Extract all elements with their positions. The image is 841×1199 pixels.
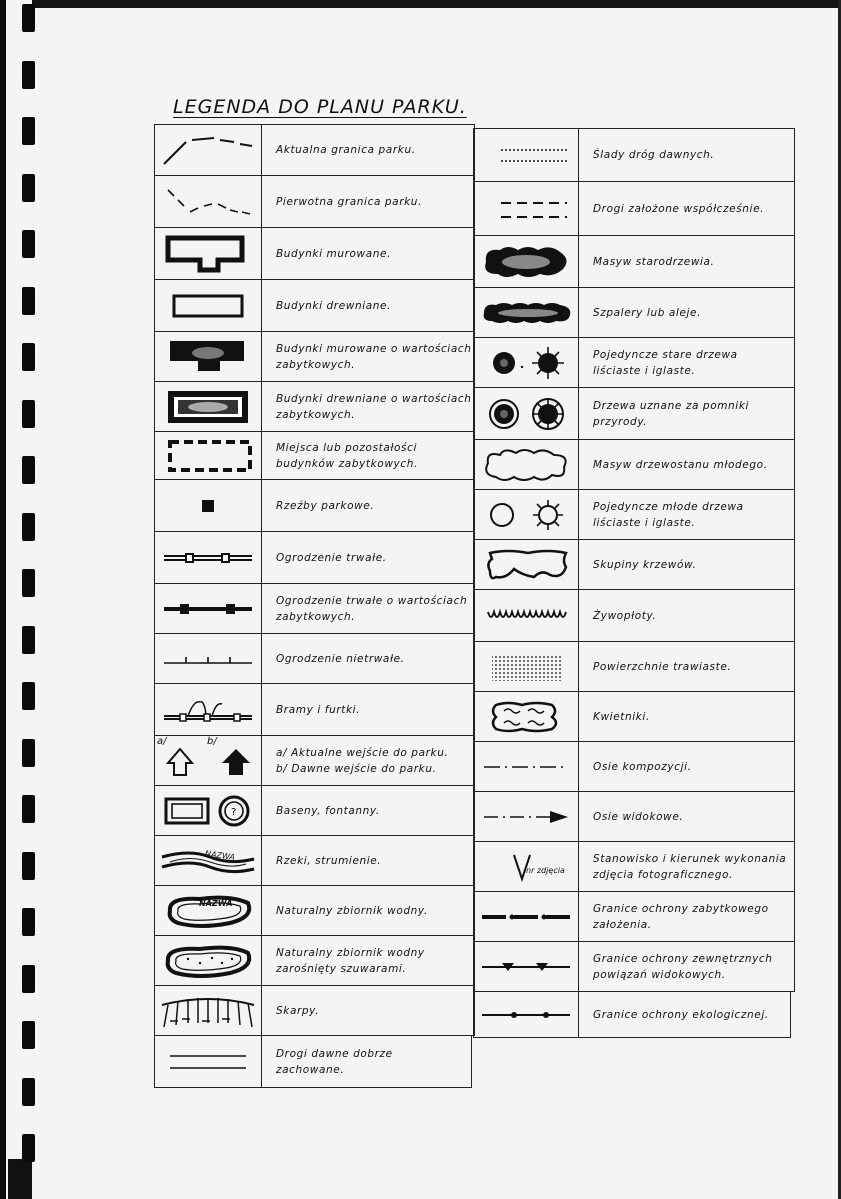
gate-icon [155, 684, 262, 735]
legend-row [154, 886, 475, 936]
view-protection-icon [474, 942, 579, 991]
legend-row [473, 338, 795, 388]
legend-row [473, 792, 795, 842]
entrance-a-label: a/ [157, 736, 167, 747]
hedge-icon [474, 590, 579, 641]
tree-rows-icon [474, 288, 579, 337]
legend-row [154, 1036, 472, 1088]
legend-row [154, 480, 475, 532]
modern-roads-icon [474, 182, 579, 235]
legend-row [473, 540, 795, 590]
legend-label: Drzewa uznane za pomniki przyrody. [593, 399, 750, 428]
binder-hole [22, 908, 35, 936]
legend-label: Ogrodzenie trwałe. [276, 551, 387, 564]
legend-row [154, 432, 475, 480]
scan-border-left [0, 0, 6, 1199]
legend-label: Masyw drzewostanu młodego. [593, 458, 768, 471]
pond-name-label: NAZWA [199, 899, 233, 908]
legend-label: Pojedyncze stare drzewa liściaste i iglaste. [593, 348, 738, 377]
ecological-protection-icon [474, 992, 579, 1037]
binder-hole [22, 795, 35, 823]
legend-row [473, 128, 795, 182]
legend-row [154, 986, 475, 1036]
legend-label: Naturalny zbiornik wodny zarośnięty szuwarami. [276, 946, 425, 975]
grass-icon [474, 642, 579, 691]
binder-hole [22, 682, 35, 710]
legend-label: Pojedyncze młode drzewa liściaste i iglaste. [593, 500, 744, 529]
binder-hole [22, 1078, 35, 1106]
binder-hole [22, 287, 35, 315]
legend-label: Bramy i furtki. [276, 703, 361, 716]
legend-row [154, 936, 475, 986]
legend-row [473, 288, 795, 338]
legend-row [154, 584, 475, 634]
brick-building-icon [155, 228, 262, 279]
binder-hole [22, 400, 35, 428]
binder-hole [22, 4, 35, 32]
legend-row [154, 124, 475, 176]
binder-hole [22, 1134, 35, 1162]
legend-row [473, 642, 795, 692]
legend-label: Rzeki, strumienie. [276, 854, 382, 867]
legend-label: Granice ochrony zabytkowego założenia. [593, 902, 769, 931]
historic-protection-icon [474, 892, 579, 941]
entrance-arrows-icon [155, 736, 262, 785]
legend-row [154, 280, 475, 332]
legend-label: Masyw starodrzewia. [593, 255, 715, 268]
temporary-fence-icon [155, 634, 262, 683]
legend-label: Budynki drewniane o wartościach zabytkowych. [276, 392, 472, 421]
natural-pond-icon [155, 886, 262, 935]
binder-hole [22, 626, 35, 654]
binder-hole [22, 965, 35, 993]
binder-hole [22, 456, 35, 484]
view-axis-icon [474, 792, 579, 841]
legend-row [473, 490, 795, 540]
legend-label: Aktualna granica parku. [276, 144, 416, 156]
legend-row [154, 332, 475, 382]
escarpment-icon [155, 986, 262, 1035]
wooden-building-icon [155, 280, 262, 331]
legend-row [154, 736, 475, 786]
legend-label: Ogrodzenie trwałe o wartościach zabytkowych. [276, 594, 468, 623]
legend-label: Osie kompozycji. [593, 760, 692, 773]
entrance-b-label: b/ [207, 736, 217, 747]
current-boundary-icon [155, 125, 262, 175]
legend-row [154, 176, 475, 228]
old-single-trees-icon [474, 338, 579, 387]
legend-label: Powierzchnie trawiaste. [593, 660, 732, 673]
shrub-groups-icon [474, 540, 579, 589]
binder-hole [22, 1021, 35, 1049]
binder-hole [22, 174, 35, 202]
legend-row [154, 382, 475, 432]
young-single-trees-icon [474, 490, 579, 539]
legend-label: Budynki drewniane. [276, 299, 392, 312]
legend-row [154, 684, 475, 736]
binder-hole [22, 230, 35, 258]
flower-beds-icon [474, 692, 579, 741]
permanent-fence-icon [155, 532, 262, 583]
legend-row [473, 992, 791, 1038]
sculpture-icon [155, 480, 262, 531]
legend-label: Ogrodzenie nietrwałe. [276, 652, 405, 665]
legend-row [473, 692, 795, 742]
svg-text:?: ? [231, 806, 237, 818]
legend-row [473, 440, 795, 490]
legend-label: Granice ochrony ekologicznej. [593, 1008, 769, 1021]
photo-station-icon [474, 842, 579, 891]
legend-label: Rzeźby parkowe. [276, 499, 375, 512]
legend-label: Budynki murowane. [276, 247, 392, 260]
legend-label: Budynki murowane o wartościach zabytkowych. [276, 342, 472, 371]
photo-number-label: nr zdjęcia [526, 866, 565, 875]
legend-label: Osie widokowe. [593, 810, 684, 823]
natural-monument-trees-icon [474, 388, 579, 439]
legend-label: Stanowisko i kierunek wykonania zdjęcia fotograficznego. [593, 852, 787, 881]
building-remains-icon [155, 432, 262, 479]
legend-row [473, 182, 795, 236]
binder-hole [22, 343, 35, 371]
page-title: LEGENDA DO PLANU PARKU. [173, 96, 467, 118]
river-icon [155, 836, 262, 885]
original-boundary-icon [155, 176, 262, 227]
historic-wooden-building-icon [155, 382, 262, 431]
legend-label: Ślady dróg dawnych. [593, 149, 715, 161]
legend-label: Kwietniki. [593, 710, 650, 723]
old-road-icon [155, 1036, 262, 1087]
binder-hole [22, 569, 35, 597]
legend-label: Drogi założone współcześnie. [593, 202, 765, 215]
legend-label: Szpalery lub aleje. [593, 306, 702, 319]
legend-label: Skarpy. [276, 1004, 320, 1017]
old-road-traces-icon [474, 129, 579, 181]
legend-row [473, 590, 795, 642]
pool-fountain-icon [155, 786, 262, 835]
legend-row [154, 228, 475, 280]
legend-label: Naturalny zbiornik wodny. [276, 904, 428, 917]
legend-row [154, 532, 475, 584]
composition-axis-icon [474, 742, 579, 791]
legend-row [154, 634, 475, 684]
binder-hole [22, 513, 35, 541]
legend-row [473, 842, 795, 892]
scan-corner-mark [8, 1159, 32, 1199]
river-name-label: NAZWA [204, 848, 236, 863]
historic-fence-icon [155, 584, 262, 633]
legend-label: a/ Aktualne wejście do parku. b/ Dawne wejście do parku. [276, 746, 449, 775]
legend-row [154, 786, 475, 836]
reed-pond-icon [155, 936, 262, 985]
legend-row [473, 742, 795, 792]
legend-row [154, 836, 475, 886]
binder-hole [22, 739, 35, 767]
old-tree-mass-icon [474, 236, 579, 287]
legend-label: Granice ochrony zewnętrznych powiązań widokowych. [593, 952, 773, 981]
historic-brick-building-icon [155, 332, 262, 381]
young-tree-mass-icon [474, 440, 579, 489]
legend-label: Żywopłoty. [593, 609, 657, 622]
binder-hole [22, 852, 35, 880]
legend-row [473, 892, 795, 942]
binder-hole [22, 61, 35, 89]
binder-hole [22, 117, 35, 145]
legend-row [473, 942, 795, 992]
scan-border-top [32, 0, 841, 8]
legend-row [473, 388, 795, 440]
legend-label: Skupiny krzewów. [593, 558, 697, 571]
legend-label: Miejsca lub pozostałości budynków zabytkowych. [276, 441, 418, 470]
legend-label: Pierwotna granica parku. [276, 195, 423, 208]
legend-label: Drogi dawne dobrze zachowane. [276, 1047, 393, 1076]
legend-label: Baseny, fontanny. [276, 804, 380, 817]
legend-row [473, 236, 795, 288]
